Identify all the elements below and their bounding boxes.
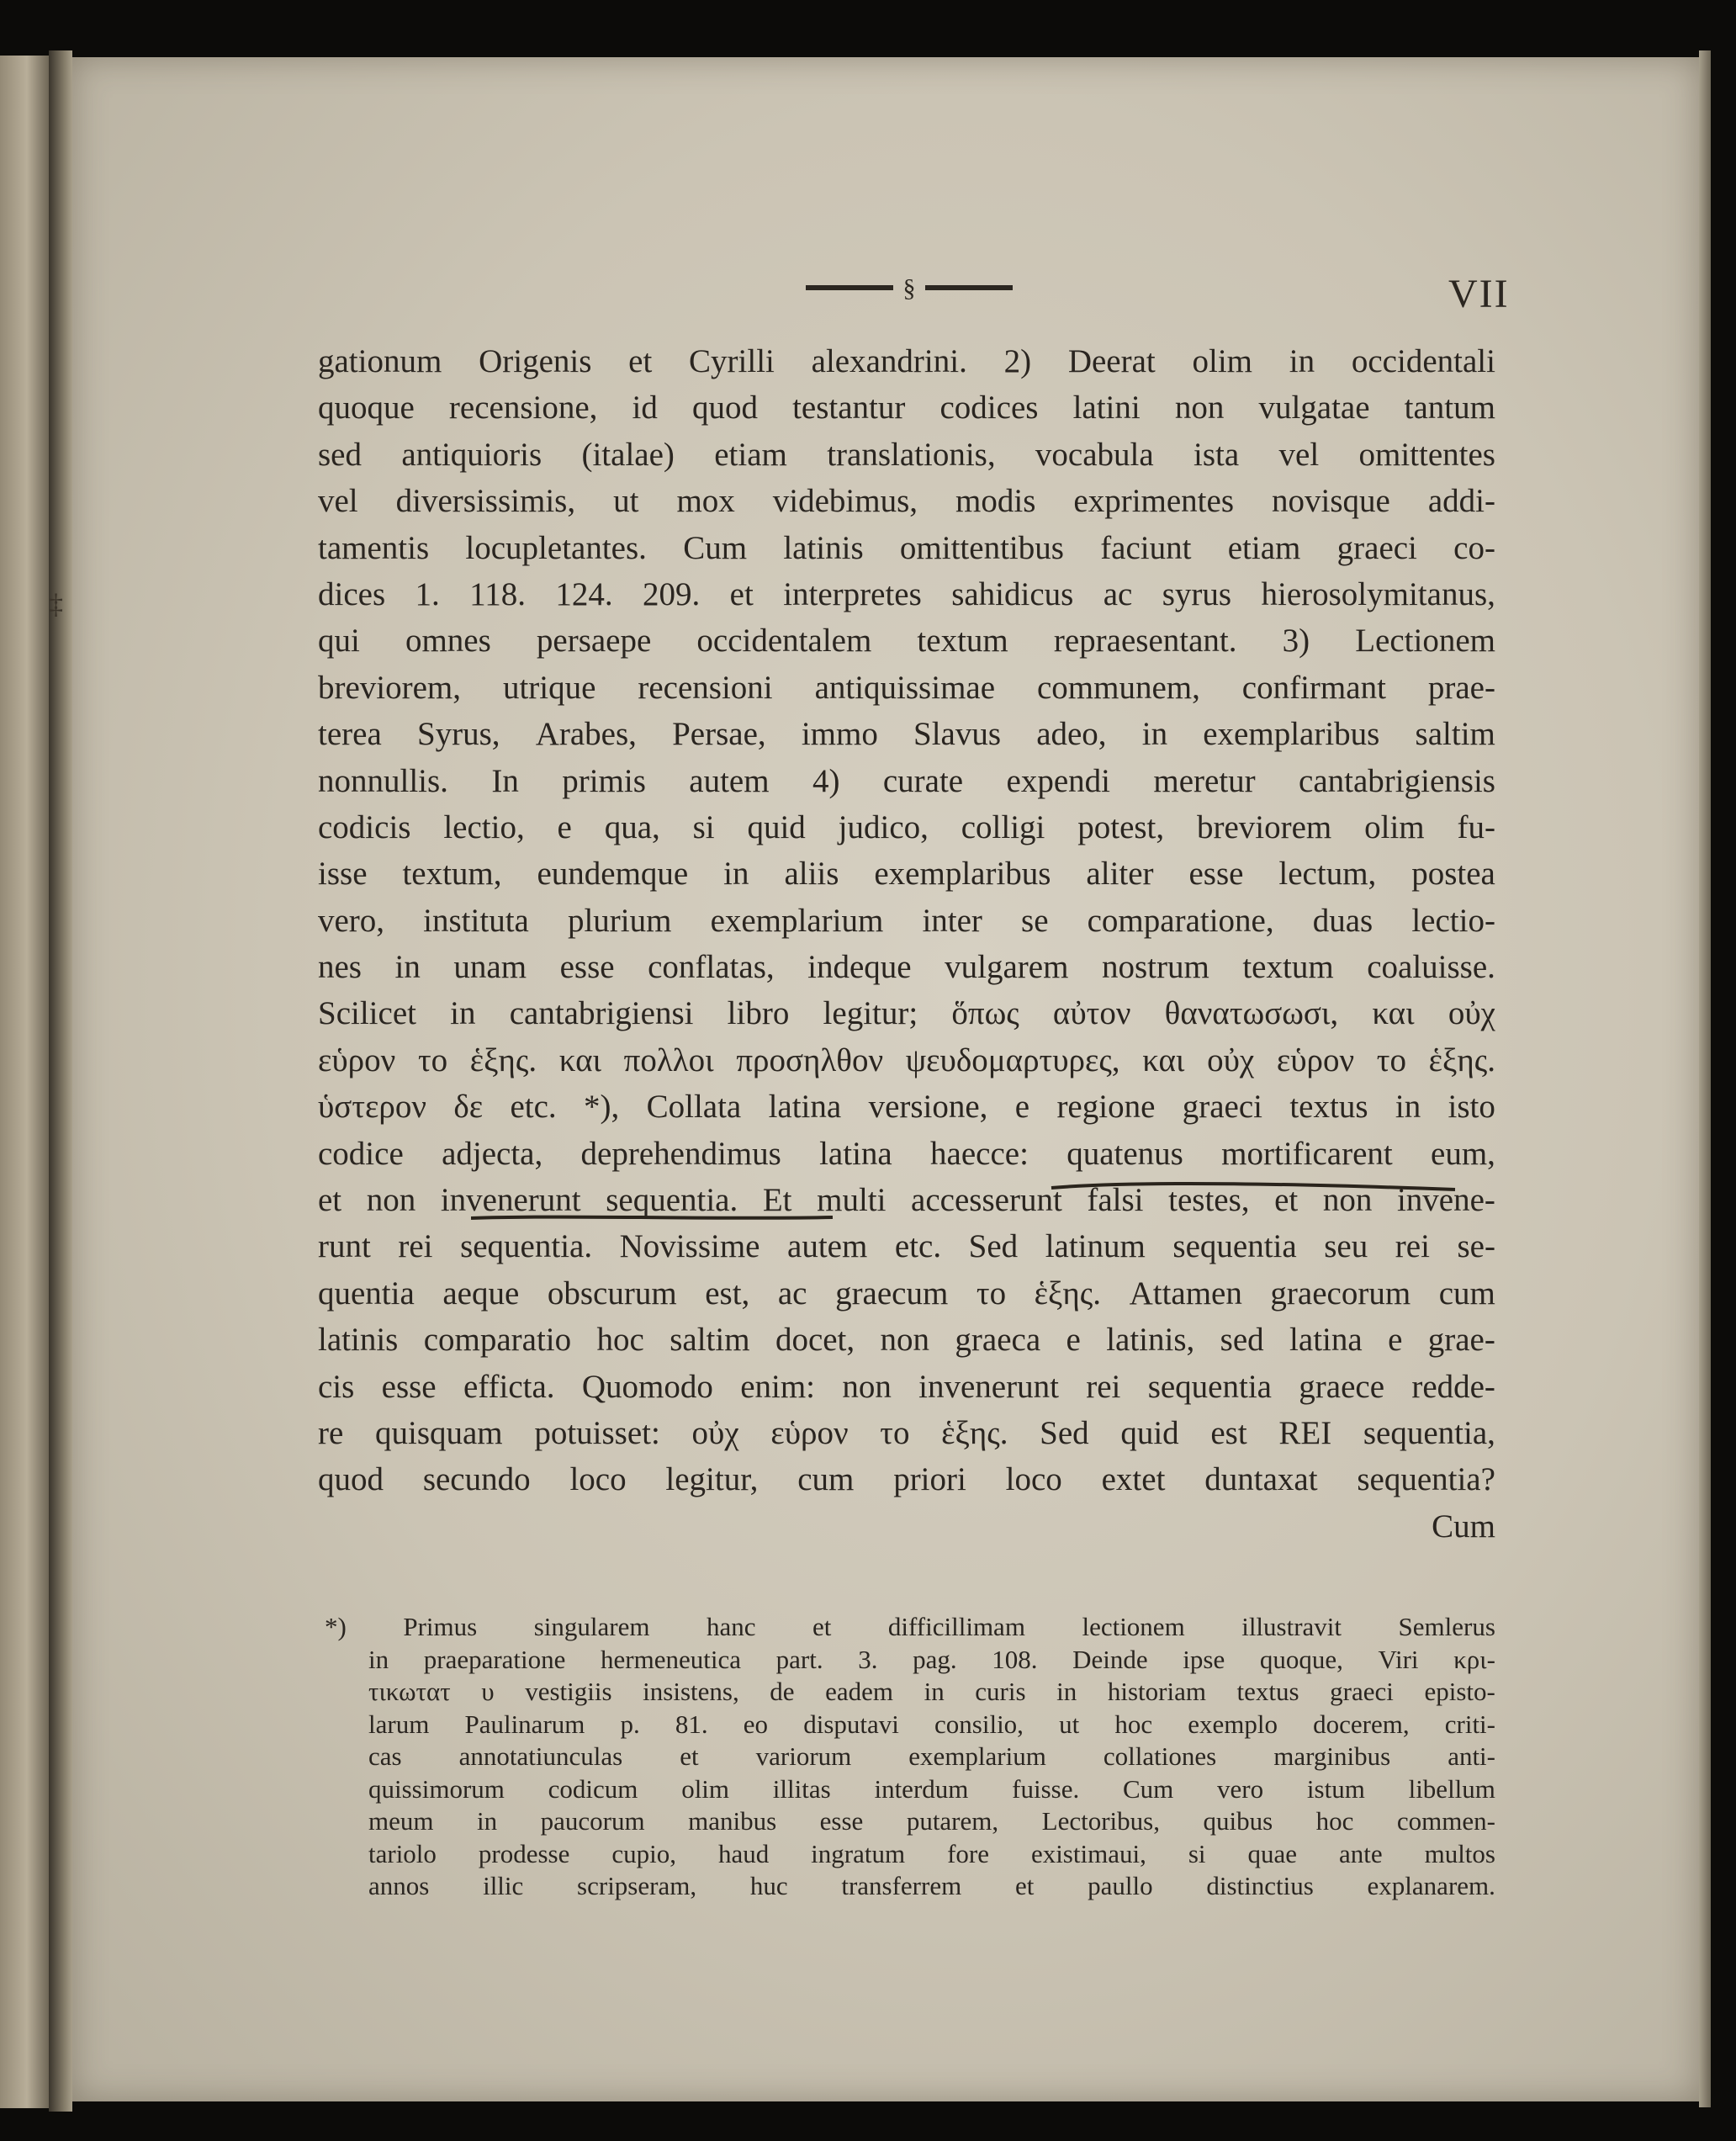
- text-line: nonnullis. In primis autem 4) curate expendi meretur cantabrigiensis: [318, 762, 1495, 799]
- text-line: εὑρον το ἑξης. και πολλοι προσηλθον ψευδομαρτυρες, και οὐχ εὑρον το ἑξης.: [318, 1041, 1495, 1078]
- text-line: cis esse efficta. Quomodo enim: non invenerunt rei sequentia graece redde-: [318, 1368, 1495, 1405]
- header-ornament-rule: [806, 275, 1013, 300]
- text-line: codicis lectio, e qua, si quid judico, colligi potest, breviorem olim fu-: [318, 808, 1495, 845]
- text-line: gationum Origenis et Cyrilli alexandrini. 2) Deerat olim in occidentali: [318, 343, 1495, 379]
- main-text-block: [318, 338, 1495, 1550]
- footnote-line: quissimorum codicum olim illitas interdum fuisse. Cum vero istum libellum: [368, 1773, 1495, 1804]
- text-line: isse textum, eundemque in aliis exemplaribus aliter esse lectum, postea: [318, 856, 1495, 893]
- text-line: runt rei sequentia. Novissime autem etc. Sed latinum sequentia seu rei se-: [318, 1228, 1495, 1265]
- text-line: Scilicet in cantabrigiensi libro legitur; ὅπως αὐτον θανατωσωσι, και οὐχ: [318, 995, 1495, 1032]
- book-gutter: [49, 50, 72, 2112]
- text-line: vero, instituta plurium exemplarium inter se comparatione, duas lectio-: [318, 902, 1495, 939]
- text-line: terea Syrus, Arabes, Persae, immo Slavus adeo, in exemplaribus saltim: [318, 716, 1495, 753]
- text-line: quentia aeque obscurum est, ac graecum το ἑξης. Attamen graecorum cum: [318, 1275, 1495, 1312]
- footnote-line: larum Paulinarum p. 81. eo disputavi consilio, ut hoc exemplo docerem, criti-: [368, 1709, 1495, 1739]
- text-line: dices 1. 118. 124. 209. et interpretes sahidicus ac syrus hierosolymitanus,: [318, 575, 1495, 612]
- footnote-line: cas annotatiunculas et variorum exemplarium collationes marginibus anti-: [368, 1741, 1495, 1771]
- svg-text:§: §: [902, 275, 916, 300]
- text-line: ὑστερον δε etc. *), Collata latina versione, e regione graeci textus in isto: [318, 1089, 1495, 1126]
- text-line: breviorem, utrique recensioni antiquissimae communem, confirmant prae-: [318, 669, 1495, 706]
- text-line: re quisquam potuisset: οὐχ εὑρον το ἑξης. Sed quid est REI sequentia,: [318, 1414, 1495, 1451]
- text-line: quod secundo loco legitur, cum priori loco extet duntaxat sequentia?: [318, 1461, 1495, 1498]
- footnote-line: in praeparatione hermeneutica part. 3. pag. 108. Deinde ipse quoque, Viri κρι-: [368, 1644, 1495, 1674]
- text-line: latinis comparatio hoc saltim docet, non graeca e latinis, sed latina e grae-: [318, 1322, 1495, 1359]
- facing-page-edge: [0, 56, 49, 2108]
- text-line: tamentis locupletantes. Cum latinis omittentibus faciunt etiam graeci co-: [318, 529, 1495, 566]
- text-line: qui omnes persaepe occidentalem textum repraesentant. 3) Lectionem: [318, 623, 1495, 660]
- page-right-edge: [1699, 50, 1711, 2107]
- footnote-line: *) Primus singularem hanc et difficillimam lectionem illustravit Semlerus: [325, 1612, 1495, 1641]
- footnote-line: annos illic scripseram, huc transferrem et paullo distinctius explanarem.: [368, 1871, 1495, 1900]
- page-number: VII: [1448, 272, 1510, 316]
- footnote-line: meum in paucorum manibus esse putarem, Lectoribus, quibus hoc commen-: [368, 1806, 1495, 1836]
- footnote-line: τικωτατ υ vestigiis insistens, de eadem in curis in historiam textus graeci episto-: [368, 1677, 1495, 1706]
- footnote-line: tariolo prodesse cupio, haud ingratum fore existimaui, si quae ante multos: [368, 1838, 1495, 1868]
- text-line: quoque recensione, id quod testantur codices latini non vulgatae tantum: [318, 390, 1495, 427]
- footnote-block: [325, 1611, 1495, 1903]
- text-line: vel diversissimis, ut mox videbimus, modis exprimentes novisque addi-: [318, 483, 1495, 520]
- text-line: et non invenerunt sequentia. Et multi accesserunt falsi testes, et non invene-: [318, 1182, 1495, 1219]
- text-line: sed antiquioris (italae) etiam translationis, vocabula ista vel omittentes: [318, 436, 1495, 473]
- text-line: nes in unam esse conflatas, indeque vulgarem nostrum textum coaluisse.: [318, 949, 1495, 986]
- catchword: Cum: [1432, 1508, 1495, 1545]
- text-line: codice adjecta, deprehendimus latina haecce: quatenus mortificarent eum,: [318, 1135, 1495, 1172]
- margin-mark: ‡: [49, 589, 63, 620]
